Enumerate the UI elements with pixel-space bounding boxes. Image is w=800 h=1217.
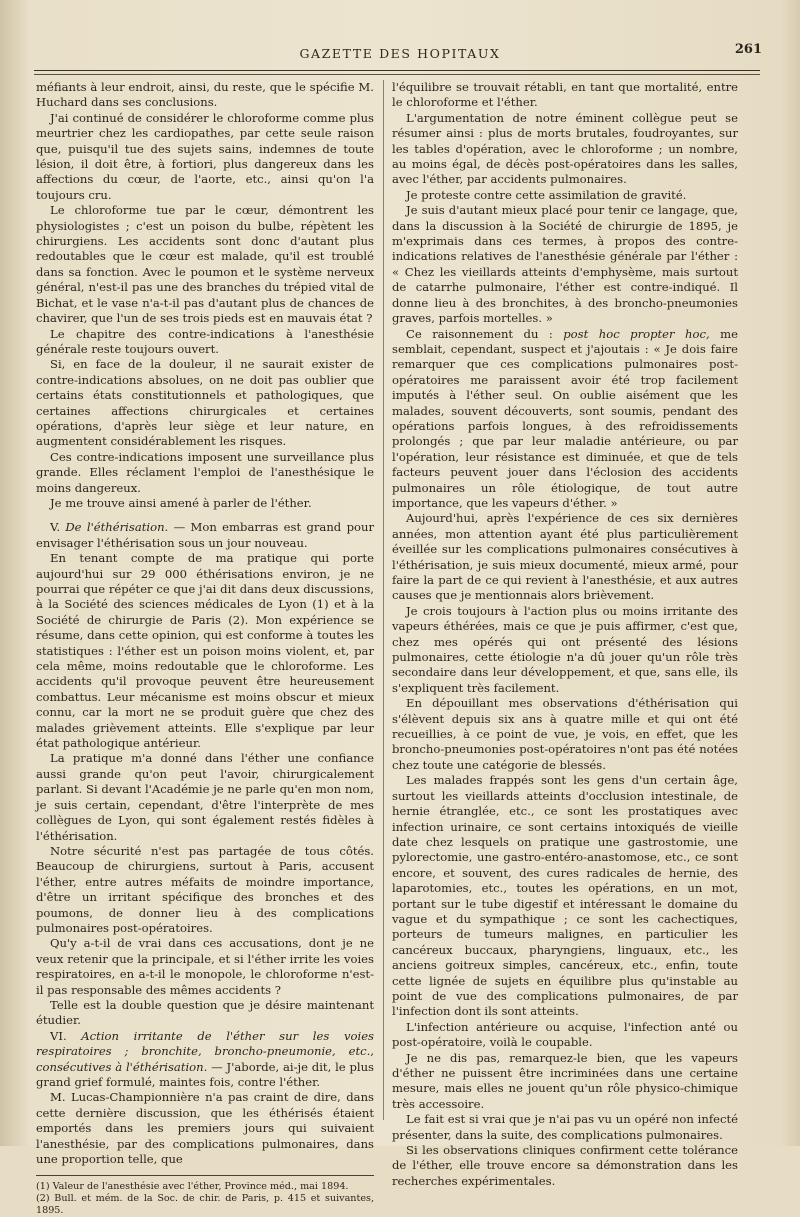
section-text: — Mon embarras est grand pour envisager l'éthérisation sous un jour nouveau. — [36, 520, 374, 550]
right-column — [392, 80, 738, 1189]
paragraph: méfiants à leur endroit, ainsi, du reste, que le spécifie M. Huchard dans ses conclusions. — [36, 80, 374, 110]
text-run: Ce raisonnement du : — [406, 326, 553, 341]
paragraph: Je suis d'autant mieux placé pour tenir ce langage, que, dans la discussion à la Société de chirurgie de 1895, je m'exprimais dans ces termes, à propos des contre-indications relatives de l'anesthésie générale par l'éther : « Chez les vieillards atteints d'emphysème, mais surtout de catarrhe pulmonaire, l'éther est contre-indiqué. Il donne lieu à des bronchites, à des broncho-pneumonies graves, parfois mortelles. » — [392, 203, 738, 326]
latin-phrase: post hoc propter hoc, — [563, 326, 710, 341]
paragraph: La pratique m'a donné dans l'éther une confiance aussi grande qu'on peut l'avoir, chirurgicalement parlant. Si devant l'Académie je ne parle qu'en mon nom, je suis certain, cependant, d'être l'interprète de mes collègues de Lyon, qui sont également restés fidèles à l'éthérisation. — [36, 751, 374, 843]
footnote-rule — [36, 1175, 374, 1176]
paragraph: Qu'y a-t-il de vrai dans ces accusations, dont je ne veux retenir que la principale, et si l'éther irrite les voies respiratoires, en a-t-il le monopole, le chloroforme n'est-il pas responsable des mêmes accidents ? — [36, 936, 374, 997]
section-number: VI. — [50, 1028, 67, 1043]
column-divider — [383, 80, 384, 1120]
paragraph: Si les observations cliniques confirment cette tolérance de l'éther, elle trouve encore sa démonstration dans les recherches expérimentales. — [392, 1143, 738, 1188]
paragraph: Le fait est si vrai que je n'ai pas vu un opéré non infecté présenter, dans la suite, des complications pulmonaires. — [392, 1112, 738, 1142]
section-title: Action irritante de l'éther sur les voies respiratoires ; bronchite, broncho-pneumonie, etc., consécutives à l'éthérisation. — [36, 1028, 375, 1074]
paragraph: Je ne dis pas, remarquez-le bien, que les vapeurs d'éther ne puissent être incriminées dans une certaine mesure, mais elles ne jouent qu'un rôle physico-chimique très accessoire. — [392, 1050, 738, 1111]
paragraph: L'infection antérieure ou acquise, l'infection anté ou post-opératoire, voilà le coupable. — [392, 1019, 738, 1050]
paragraph: Telle est la double question que je désire maintenant étudier. — [36, 997, 374, 1028]
paragraph: L'argumentation de notre éminent collègue peut se résumer ainsi : plus de morts brutales, foudroyantes, sur les tables d'opération, avec le chloroforme ; un nombre, au moins égal, de décès post-opératoires dans les salles, avec l'éther, par accidents pulmonaires. — [392, 110, 738, 187]
paragraph: l'équilibre se trouvait rétabli, en tant que mortalité, entre le chloroforme et l'éther. — [392, 80, 738, 110]
paragraph: Le chloroforme tue par le cœur, démontrent les physiologistes ; c'est un poison du bulbe, répètent les chirurgiens. Les accidents sont donc d'autant plus redoutables que le cœur est malade, qu'il est troublé dans sa fonction. Avec le poumon et le système nerveux général, n'est-il pas une des branches du trépied vital de Bichat, et le vase n'a-t-il pas d'autant plus de chances de chavirer, que l'un de ses trois pieds est en mauvais état ? — [36, 203, 374, 326]
paragraph: En tenant compte de ma pratique qui porte aujourd'hui sur 29 000 éthérisations environ, je ne pourrai que répéter ce que j'ai dit dans deux discussions, à la Société des sciences médicales de Lyon (1) et à la Société de chirurgie de Paris (2). Mon expérience se résume, dans cette opinion, qui est conforme à toutes les statistiques : l'éther est un poison moins violent, et, par cela même, moins redoutable que le chloroforme. Les accidents qu'il provoque peuvent être heureusement combattus. Leur mécanisme est moins obscur et mieux connu, car la mort ne se produit guère que chez des malades grièvement atteints. Elle s'explique par leur état pathologique antérieur. — [36, 551, 374, 751]
footnote-2: (2) Bull. et mém. de la Soc. de chir. de Paris, p. 415 et suivantes, 1895. — [36, 1193, 374, 1217]
paragraph: Le chapitre des contre-indications à l'anesthésie générale reste toujours ouvert. — [36, 326, 374, 356]
section-v-paragraph — [36, 520, 374, 551]
section-vi-paragraph — [36, 1029, 374, 1091]
paragraph: Je crois toujours à l'action plus ou moins irritante des vapeurs éthérées, mais ce que je puis affirmer, c'est que, chez mes opérés qui ont présenté des lésions pulmonaires, cette étiologie n'a dû jouer qu'un rôle très secondaire dans leur développement, et que, sans elle, ils s'expliquent très facilement. — [392, 603, 738, 695]
paragraph: Les malades frappés sont les gens d'un certain âge, surtout les vieillards atteints d'occlusion intestinale, de hernie étranglée, etc., ce sont les prostatiques avec infection urinaire, ce sont certains intoxiqués de vieille date chez lesquels on pratique une gastrostomie, une pylorectomie, une gastro-entéro-anastomose, etc., ce sont encore, et souvent, des cures radicales de hernie, des laparotomies, etc., toutes les opérations, en un mot, portant sur le tube digestif et intéressant le domaine du vague et du sympathique ; ce sont les cachectiques, porteurs de tumeurs malignes, en particulier les cancéreux buccaux, pharyngiens, linguaux, etc., les anciens goitreux simples, cancéreux, etc., enfin, toute cette lignée de sujets en équilibre plus qu'instable au point de vue des complications pulmonaires, de par l'infection dont ils sont atteints. — [392, 773, 738, 1019]
paragraph: Aujourd'hui, après l'expérience de ces six dernières années, mon attention ayant été plus particulièrement éveillée sur les complications pulmonaires consécutives à l'éthérisation, je suis mieux documenté, mieux armé, pour faire la part de ce qui revient à l'anesthésie, et aux autres causes que je mentionnais alors brièvement. — [392, 511, 738, 603]
section-text: — J'aborde, ai-je dit, le plus grand grief formulé, maintes fois, contre l'éther. — [36, 1059, 375, 1089]
footnote-1: (1) Valeur de l'anesthésie avec l'éther, Province méd., mai 1894. — [36, 1181, 349, 1193]
paragraph: J'ai continué de considérer le chloroforme comme plus meurtrier chez les cardiopathes, par cette seule raison que, puisqu'il tue des sujets sains, indemnes de toute lésion, il doit être, à fortiori, plus dangereux dans les affections du cœur, de l'aorte, etc., ainsi qu'on l'a toujours cru. — [36, 110, 374, 202]
header-rule-thin — [34, 74, 760, 75]
header-rule — [34, 70, 760, 71]
left-column — [36, 80, 374, 1217]
paragraph-post-hoc — [392, 327, 738, 512]
paragraph: Ces contre-indications imposent une surveillance plus grande. Elles réclament l'emploi de l'anesthésique le moins dangereux. — [36, 449, 374, 495]
page-number: 261 — [734, 42, 762, 57]
paragraph: Je me trouve ainsi amené à parler de l'éther. — [50, 495, 312, 510]
section-title: De l'éthérisation. — [65, 520, 169, 535]
paragraph: Je proteste contre cette assimilation de gravité. — [406, 187, 687, 202]
page-header — [30, 42, 770, 66]
text-run: me semblait, cependant, suspect et j'ajoutais : « Je dois faire remarquer que ces complications pulmonaires post-opératoires me paraissent avoir été trop facilement imputés à l'éther seul. On oublie aisément que les malades, souvent découverts, sont soumis, pendant des opérations parfois longues, à des refroidissements prolongés ; que par leur maladie antérieure, ou par l'opération, leur résistance est diminuée, et que de tels facteurs peuvent jouer dans l'éclosion des accidents pulmonaires un rôle étiologique, de tout autre importance, que les vapeurs d'éther. » — [392, 326, 738, 510]
paragraph: M. Lucas-Championnière n'a pas craint de dire, dans cette dernière discussion, que les éthérisés étaient emportés dans les premiers jours qui suivaient l'anesthésie, par des complications pulmonaires, dans une proportion telle, que — [36, 1090, 374, 1167]
paragraph: Notre sécurité n'est pas partagée de tous côtés. Beaucoup de chirurgiens, surtout à Paris, accusent l'éther, entre autres méfaits de moindre importance, d'être un irritant spécifique des bronches et des poumons, de donner lieu à des complications pulmonaires post-opératoires. — [36, 843, 374, 935]
section-number: V. — [50, 520, 61, 535]
paragraph: En dépouillant mes observations d'éthérisation qui s'élèvent depuis six ans à quatre mille et qui ont été recueillies, à ce point de vue, je vois, en effet, que les broncho-pneumonies post-opératoires n'ont pas été notées chez toute une catégorie de blessés. — [392, 696, 738, 772]
paragraph: Si, en face de la douleur, il ne saurait exister de contre-indications absolues, on ne doit pas oublier que certains états constitutionnels et pathologiques, que certaines affections chirurgicales et certaines opérations, d'après leur siège et leur nature, en augmentent considérablement les risques. — [36, 357, 374, 449]
running-title: GAZETTE DES HOPITAUX — [299, 46, 501, 61]
